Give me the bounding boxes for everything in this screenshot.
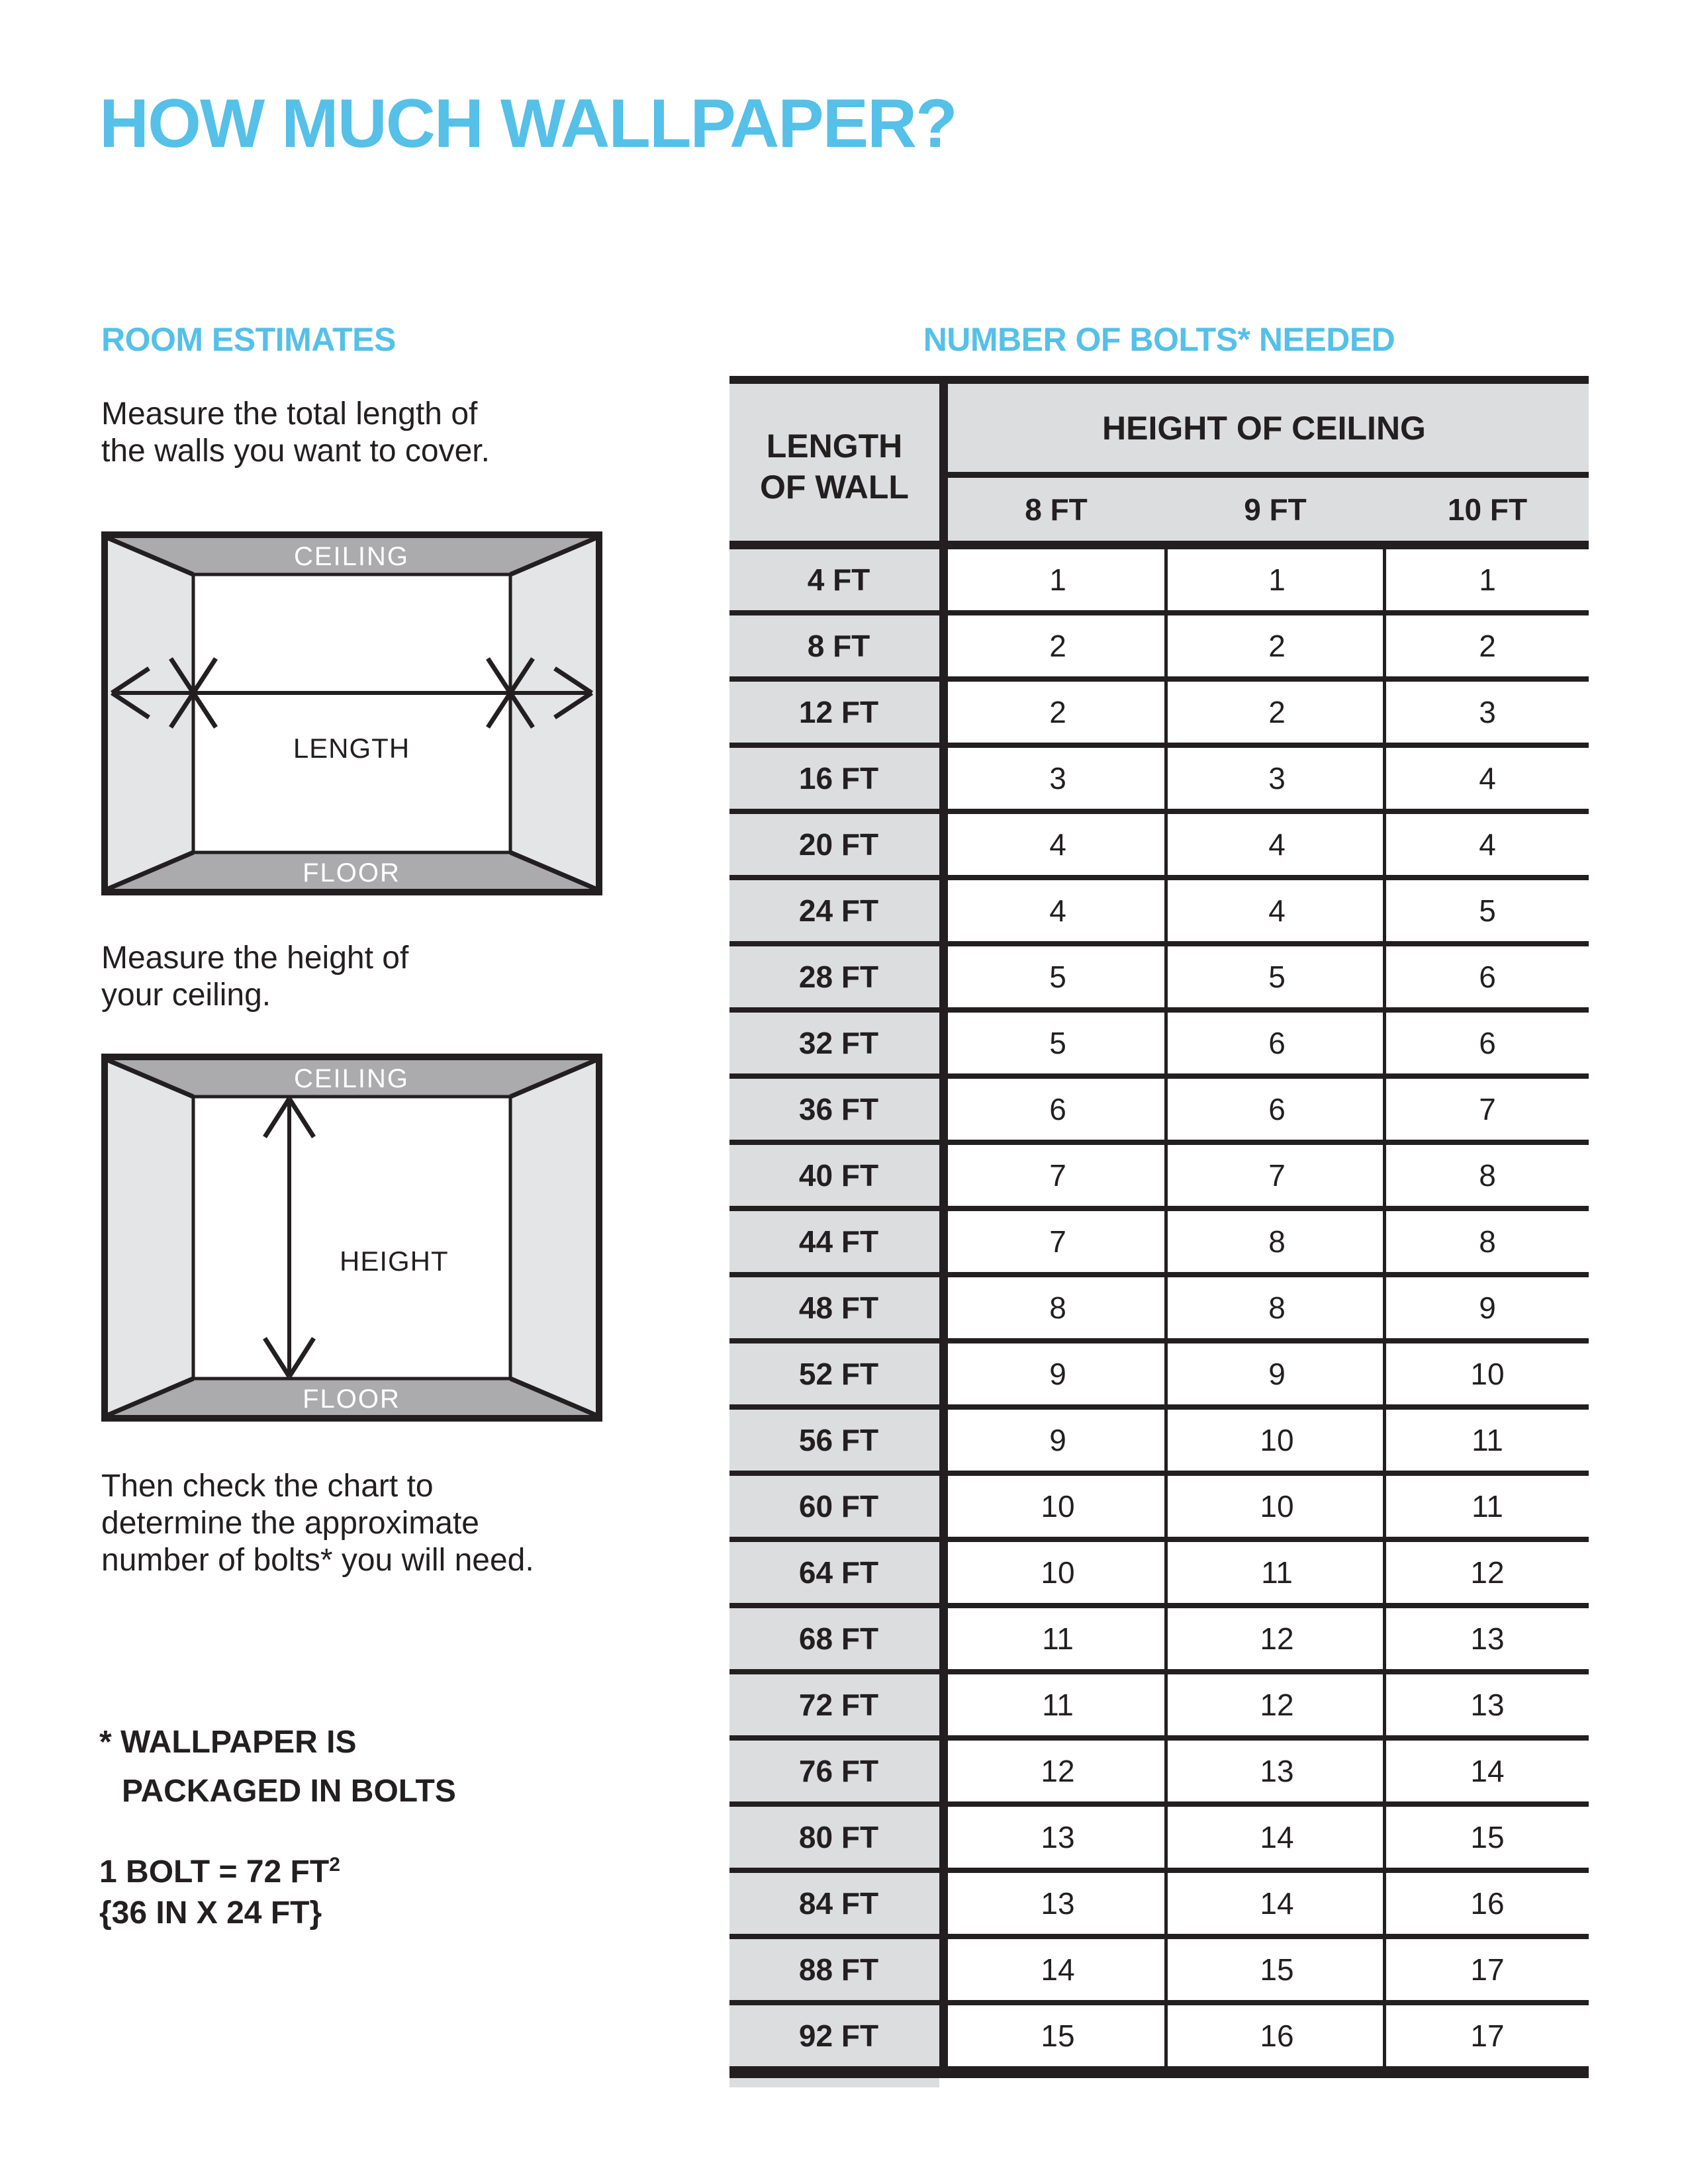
bolt-count-cell: 12 (1041, 1754, 1075, 1788)
bolt-count-cell: 17 (1470, 2019, 1505, 2053)
column-divider (1383, 549, 1386, 2071)
table-row (729, 615, 1589, 682)
row-length-label: 32 FT (729, 1013, 948, 1073)
table-row (729, 1542, 1589, 1608)
bolt-count-cell: 2 (1049, 629, 1066, 663)
table-row (729, 1277, 1589, 1343)
row-length-label: 88 FT (729, 1939, 948, 2000)
row-length-label: 28 FT (729, 946, 948, 1007)
label-column-divider (939, 384, 948, 2078)
subheader-8ft: 8 FT (1025, 492, 1088, 527)
bolt-count-cell: 4 (1049, 893, 1066, 928)
bolt-count-cell: 1 (1268, 563, 1286, 597)
bolt-count-cell: 7 (1049, 1224, 1066, 1259)
paragraph-line: Measure the height of (101, 940, 409, 976)
bolt-count-cell: 10 (1260, 1489, 1294, 1524)
table-row (729, 1343, 1589, 1410)
bolt-count-cell: 7 (1479, 1092, 1496, 1126)
bolt-count-cell: 5 (1049, 960, 1066, 994)
bolt-count-cell: 14 (1260, 1820, 1294, 1854)
bolt-count-cell: 5 (1479, 893, 1496, 928)
bolt-count-cell: 9 (1049, 1423, 1066, 1457)
bolt-count-cell: 6 (1268, 1026, 1286, 1060)
paragraph-line: the walls you want to cover. (101, 433, 490, 469)
bolt-count-cell: 15 (1041, 2019, 1075, 2053)
ceiling-height-illustration (108, 1060, 596, 1415)
ceiling-label: CEILING (293, 542, 410, 571)
column-header-line: LENGTH (766, 428, 903, 465)
bolt-equation-text: 1 BOLT = 72 FT (99, 1854, 330, 1889)
bolt-count-cell: 1 (1479, 563, 1496, 597)
bolt-count-cell: 15 (1470, 1820, 1505, 1854)
bolt-count-cell: 11 (1042, 1688, 1074, 1722)
row-length-label: 80 FT (729, 1807, 948, 1868)
row-length-label: 92 FT (729, 2005, 948, 2066)
page-title: HOW MUCH WALLPAPER? (99, 85, 957, 162)
row-length-label: 72 FT (729, 1674, 948, 1735)
table-row (729, 1807, 1589, 1873)
room-length-diagram (101, 531, 602, 895)
column-divider (1164, 549, 1168, 2071)
row-length-label: 36 FT (729, 1079, 948, 1140)
subheader-10ft: 10 FT (1447, 492, 1528, 527)
paragraph-line: Measure the total length of (101, 396, 478, 432)
bolt-count-cell: 11 (1472, 1489, 1503, 1524)
row-length-label: 52 FT (729, 1343, 948, 1404)
bolt-count-cell: 11 (1261, 1555, 1293, 1590)
bolt-count-cell: 9 (1479, 1291, 1496, 1325)
table-row (729, 946, 1589, 1013)
table-row (729, 682, 1589, 748)
bolt-count-cell: 2 (1049, 695, 1066, 729)
bolt-count-cell: 7 (1049, 1158, 1066, 1193)
bolt-count-cell: 8 (1479, 1224, 1496, 1259)
row-length-label: 44 FT (729, 1211, 948, 1272)
table-bottom-line (729, 2071, 1589, 2078)
bolt-count-cell: 13 (1041, 1820, 1075, 1854)
bolt-count-cell: 2 (1268, 695, 1286, 729)
bolt-count-cell: 6 (1479, 1026, 1496, 1060)
footnote-line: * WALLPAPER IS (99, 1725, 357, 1760)
bolt-count-cell: 10 (1041, 1555, 1075, 1590)
ceiling-label: CEILING (293, 1064, 410, 1093)
bolt-count-cell: 2 (1268, 629, 1286, 663)
right-wall-panel (510, 1060, 596, 1415)
table-row (729, 880, 1589, 946)
bolt-count-cell: 4 (1049, 827, 1066, 862)
paragraph-line: number of bolts* you will need. (101, 1543, 534, 1578)
row-length-label: 12 FT (729, 682, 948, 743)
header-divider-line (939, 472, 1589, 478)
section-heading-bolts-needed: NUMBER OF BOLTS* NEEDED (923, 321, 1395, 358)
bolt-count-cell: 4 (1479, 827, 1496, 862)
section-heading-room-estimates: ROOM ESTIMATES (101, 321, 396, 358)
bolt-count-cell: 13 (1470, 1621, 1505, 1656)
bolts-needed-table (729, 376, 1589, 2087)
bolt-count-cell: 13 (1470, 1688, 1505, 1722)
bolt-size-info (99, 1852, 340, 1934)
bolt-count-cell: 6 (1049, 1092, 1066, 1126)
row-length-label: 8 FT (729, 615, 948, 676)
table-row (729, 1608, 1589, 1674)
table-row (729, 814, 1589, 880)
bolt-count-cell: 3 (1268, 761, 1286, 796)
height-label: HEIGHT (340, 1246, 449, 1277)
bolt-count-cell: 11 (1042, 1621, 1074, 1656)
row-length-label: 60 FT (729, 1476, 948, 1537)
row-length-label: 4 FT (729, 549, 948, 610)
row-length-label: 24 FT (729, 880, 948, 941)
bolt-count-cell: 12 (1470, 1555, 1505, 1590)
table-row (729, 1145, 1589, 1211)
footnote-line: PACKAGED IN BOLTS (122, 1774, 456, 1809)
bolt-count-cell: 6 (1268, 1092, 1286, 1126)
paragraph-measure-length (101, 396, 490, 470)
bolt-count-cell: 8 (1268, 1291, 1286, 1325)
bolt-count-cell: 4 (1268, 893, 1286, 928)
bolt-count-cell: 10 (1260, 1423, 1294, 1457)
bolt-count-cell: 3 (1479, 695, 1496, 729)
bolt-count-cell: 14 (1260, 1886, 1294, 1921)
bolt-count-cell: 2 (1479, 629, 1496, 663)
paragraph-line: Then check the chart to (101, 1469, 434, 1504)
row-length-label: 48 FT (729, 1277, 948, 1338)
bolt-count-cell: 13 (1260, 1754, 1294, 1788)
bolt-count-cell: 11 (1472, 1423, 1503, 1457)
bolt-count-cell: 6 (1479, 960, 1496, 994)
bolt-count-cell: 12 (1260, 1621, 1294, 1656)
table-row (729, 549, 1589, 615)
back-wall-panel (193, 574, 510, 852)
label-column-tab (729, 2078, 939, 2087)
bolt-count-cell: 8 (1268, 1224, 1286, 1259)
bolt-count-cell: 14 (1041, 1952, 1075, 1987)
bolt-count-cell: 16 (1470, 1886, 1505, 1921)
table-row (729, 1410, 1589, 1476)
table-rows (729, 549, 1589, 2071)
table-row (729, 1211, 1589, 1277)
bolt-count-cell: 16 (1260, 2019, 1294, 2053)
table-row (729, 1741, 1589, 1807)
column-header-height-of-ceiling: HEIGHT OF CEILING (1102, 409, 1426, 447)
floor-label: FLOOR (303, 858, 400, 887)
bolt-count-cell: 4 (1479, 761, 1496, 796)
bolt-count-cell: 15 (1260, 1952, 1294, 1987)
bolt-count-cell: 8 (1049, 1291, 1066, 1325)
ceiling-height-diagram (101, 1054, 602, 1422)
bolt-equation (99, 1852, 340, 1893)
bolt-count-cell: 17 (1470, 1952, 1505, 1987)
bolt-count-cell: 10 (1041, 1489, 1075, 1524)
row-length-label: 84 FT (729, 1873, 948, 1934)
column-header-length-of-wall (729, 384, 939, 549)
paragraph-line: your ceiling. (101, 978, 271, 1013)
paragraph-measure-height (101, 940, 408, 1014)
bolt-count-cell: 5 (1049, 1026, 1066, 1060)
floor-label: FLOOR (303, 1385, 400, 1414)
left-wall-panel (108, 1060, 193, 1415)
bolt-count-cell: 7 (1268, 1158, 1286, 1193)
row-length-label: 64 FT (729, 1542, 948, 1603)
bolt-equation-exponent: 2 (329, 1854, 340, 1876)
table-top-bar (729, 376, 1589, 384)
bolt-count-cell: 9 (1049, 1357, 1066, 1391)
bolt-count-cell: 14 (1470, 1754, 1505, 1788)
row-length-label: 16 FT (729, 748, 948, 809)
table-row (729, 1939, 1589, 2005)
table-row (729, 1873, 1589, 1939)
room-length-illustration (108, 538, 596, 889)
bolt-count-cell: 4 (1268, 827, 1286, 862)
bolt-count-cell: 12 (1260, 1688, 1294, 1722)
bolt-count-cell: 8 (1479, 1158, 1496, 1193)
bolt-count-cell: 10 (1470, 1357, 1505, 1391)
bolt-dimensions: {36 IN X 24 FT} (99, 1895, 322, 1931)
paragraph-check-chart (101, 1468, 534, 1579)
header-bottom-line (729, 541, 1589, 549)
table-row (729, 1476, 1589, 1542)
bolt-count-cell: 1 (1049, 563, 1066, 597)
bolts-footnote (99, 1718, 456, 1816)
table-row (729, 748, 1589, 814)
row-length-label: 56 FT (729, 1410, 948, 1471)
length-label: LENGTH (293, 733, 410, 764)
table-row (729, 1013, 1589, 1079)
row-length-label: 40 FT (729, 1145, 948, 1206)
row-length-label: 20 FT (729, 814, 948, 875)
bolt-count-cell: 5 (1268, 960, 1286, 994)
bolt-count-cell: 9 (1268, 1357, 1286, 1391)
back-wall-panel (193, 1097, 510, 1379)
table-row (729, 2005, 1589, 2071)
column-header-line: OF WALL (760, 469, 909, 506)
table-row (729, 1079, 1589, 1145)
paragraph-line: determine the approximate (101, 1506, 479, 1541)
bolt-count-cell: 3 (1049, 761, 1066, 796)
row-length-label: 76 FT (729, 1741, 948, 1801)
row-length-label: 68 FT (729, 1608, 948, 1669)
table-row (729, 1674, 1589, 1741)
bolt-count-cell: 13 (1041, 1886, 1075, 1921)
subheader-9ft: 9 FT (1244, 492, 1307, 527)
